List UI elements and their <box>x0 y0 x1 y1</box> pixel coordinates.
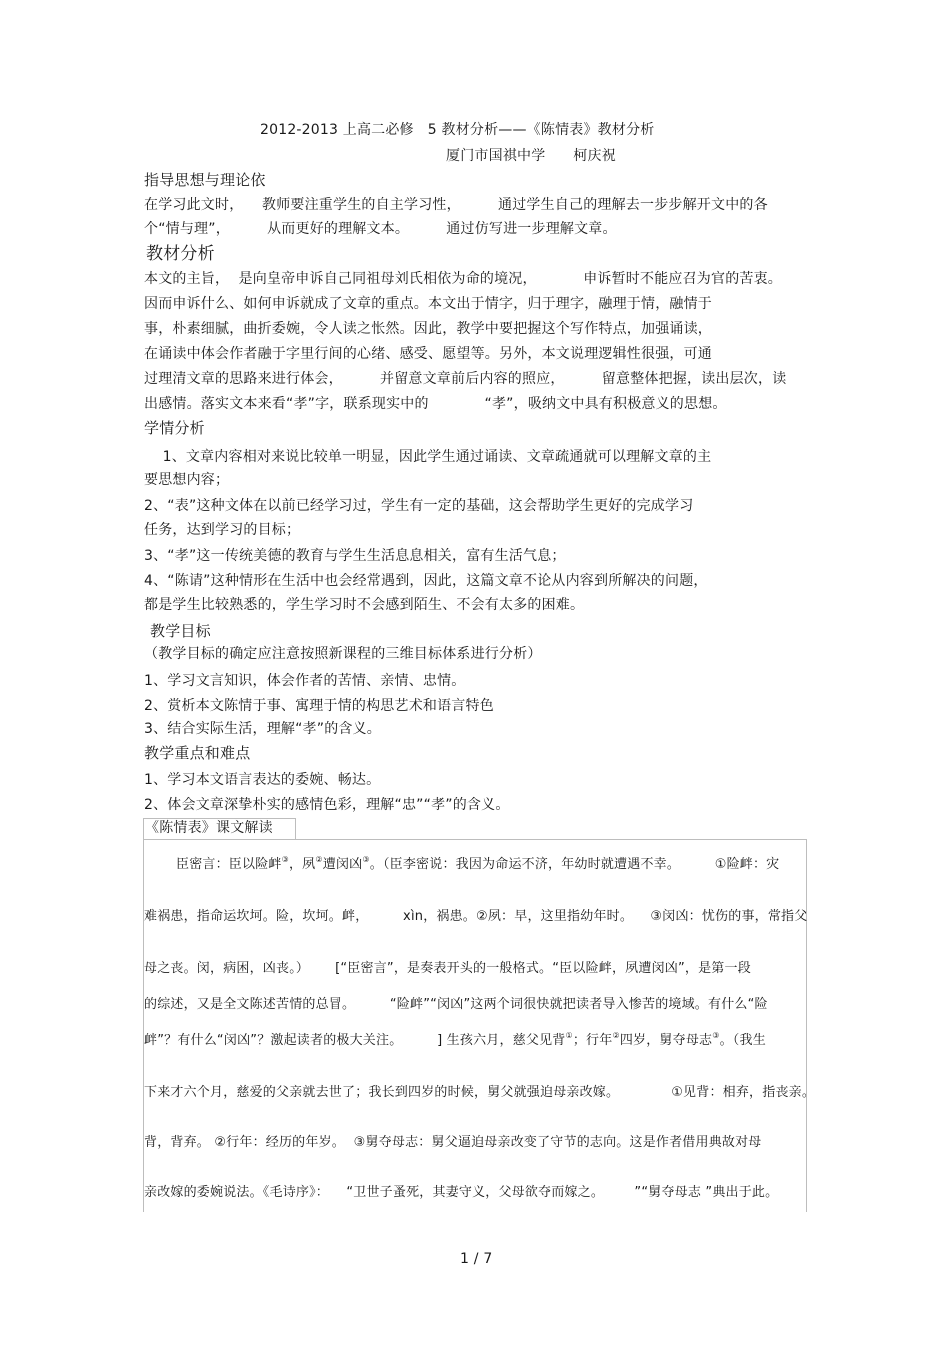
list-line: 2、“表”这种文体在以前已经学习过，学生有一定的基础，这会帮助学生更好的完成学习 <box>144 498 694 514</box>
key-point-item: 2、体会文章深挚朴实的感情色彩，理解“忠”“孝”的含义。 <box>144 797 510 813</box>
interpretation-box <box>143 839 807 1212</box>
document-title: 2012-2013 上高二必修 5 教材分析——《陈情表》教材分析 <box>260 122 655 138</box>
paragraph-line: 在学习此文时， 教师要注重学生的自主学习性， 通过学生自己的理解去一步步解开文中的各 <box>144 197 768 213</box>
interpretation-line: 的综述，又是全文陈述苦情的总冒。 “险衅”“闵凶”这两个词很快就把读者导入惨苦的境域。有什么“险 <box>144 997 768 1012</box>
interpretation-line: 下来才六个月，慈爱的父亲就去世了；我长到四岁的时候，舅父就强迫母亲改嫁。 ①见背：相弃，指丧亲。 <box>144 1085 816 1100</box>
paragraph-line: 出感情。落实文本来看“孝”字，联系现实中的 “孝”，吸纳文中具有积极意义的思想。 <box>144 396 727 412</box>
author-line: 厦门市国祺中学 柯庆祝 <box>446 148 616 164</box>
interpretation-line: 亲改嫁的委婉说法。《毛诗序》： “卫世子蚤死，其妻守义，父母欲夺而嫁之。 ”“舅夺母志 ”典出于此。 <box>144 1185 779 1200</box>
paragraph-line: 在诵读中体会作者融于字里行间的心绪、感受、愿望等。另外，本文说理逻辑性很强，可通 <box>144 346 712 362</box>
list-line: 3、“孝”这一传统美德的教育与学生生活息息相关，富有生活气息； <box>144 548 566 564</box>
footnote-mark: ③ <box>362 855 370 864</box>
footnote-mark: ① <box>565 1031 573 1040</box>
section-heading-text-interpretation: 《陈情表》课文解读 <box>145 820 273 836</box>
list-line: 都是学生比较熟悉的，学生学习时不会感到陌生、不会有太多的困难。 <box>144 597 585 613</box>
page-number: 1 / 7 <box>460 1251 493 1267</box>
paragraph-line: 因而申诉什么、如何申诉就成了文章的重点。本文出于情字，归于理字，融理于情，融情于 <box>144 296 712 312</box>
interpretation-line: 难祸患，指命运坎坷。险，坎坷。衅， xìn，祸患。②夙：早，这里指幼年时。 ③闵凶：忧伤的事，常指父 <box>144 909 808 924</box>
list-line: 任务，达到学习的目标； <box>144 522 301 538</box>
footnote-mark: ③ <box>712 1031 720 1040</box>
footnote-mark: ② <box>612 1031 620 1040</box>
paragraph-line: 过理清文章的思路来进行体会， 并留意文章前后内容的照应， 留意整体把握，读出层次，读 <box>144 371 787 387</box>
section-heading-textbook-analysis: 教材分析 <box>146 244 215 264</box>
section-heading-key-points: 教学重点和难点 <box>144 744 251 762</box>
paragraph-line: 本文的主旨， 是向皇帝申诉自己同祖母刘氏相依为命的境况， 申诉暂时不能应召为官的苦衷。 <box>144 271 782 287</box>
goals-note: （教学目标的确定应注意按照新课程的三维目标体系进行分析） <box>144 646 542 662</box>
key-point-item: 1、学习本文语言表达的委婉、畅达。 <box>144 772 381 788</box>
footnote-mark: ② <box>315 855 323 864</box>
section-heading-student-analysis: 学情分析 <box>144 419 205 437</box>
goal-item: 3、结合实际生活，理解“孝”的含义。 <box>144 721 382 737</box>
goal-item: 2、赏析本文陈情于事、寓理于情的构思艺术和语言特色 <box>144 698 494 714</box>
interpretation-line: 臣密言：臣以险衅③，夙②遭闵凶③。（臣李密说：我因为命运不济，年幼时就遭遇不幸。 ①险衅：灾 <box>176 855 780 872</box>
interpretation-line: 背，背弃。 ②行年：经历的年岁。 ③舅夺母志：舅父逼迫母亲改变了守节的志向。这是作者借用典故对母 <box>144 1135 762 1150</box>
footnote-mark: ③ <box>281 855 289 864</box>
interpretation-line: 衅”？有什么“闵凶”？激起读者的极大关注。 ] 生孩六月，慈父见背①；行年②四岁，舅夺母志③。（我生 <box>144 1031 766 1048</box>
list-line: 4、“陈请”这种情形在生活中也会经常遇到，因此，这篇文章不论从内容到所解决的问题， <box>144 573 708 589</box>
goal-item: 1、学习文言知识，体会作者的苦情、亲情、忠情。 <box>144 673 466 689</box>
section-heading-teaching-goals: 教学目标 <box>150 622 211 640</box>
list-line: 1、文章内容相对来说比较单一明显，因此学生通过诵读、文章疏通就可以理解文章的主 <box>144 449 712 465</box>
list-line: 要思想内容； <box>144 472 230 488</box>
paragraph-line: 事，朴素细腻，曲折委婉，令人读之怅然。因此，教学中要把握这个写作特点，加强诵读， <box>144 321 712 337</box>
interpretation-line: 母之丧。闵，病困，凶丧。） [“臣密言”，是奏表开头的一般格式。“臣以险衅，夙遭闵凶”，是第一段 <box>144 961 751 976</box>
section-heading-guiding-thought: 指导思想与理论依 <box>144 171 266 189</box>
paragraph-line: 个“情与理”， 从而更好的理解文本。 通过仿写进一步理解文章。 <box>144 221 617 237</box>
